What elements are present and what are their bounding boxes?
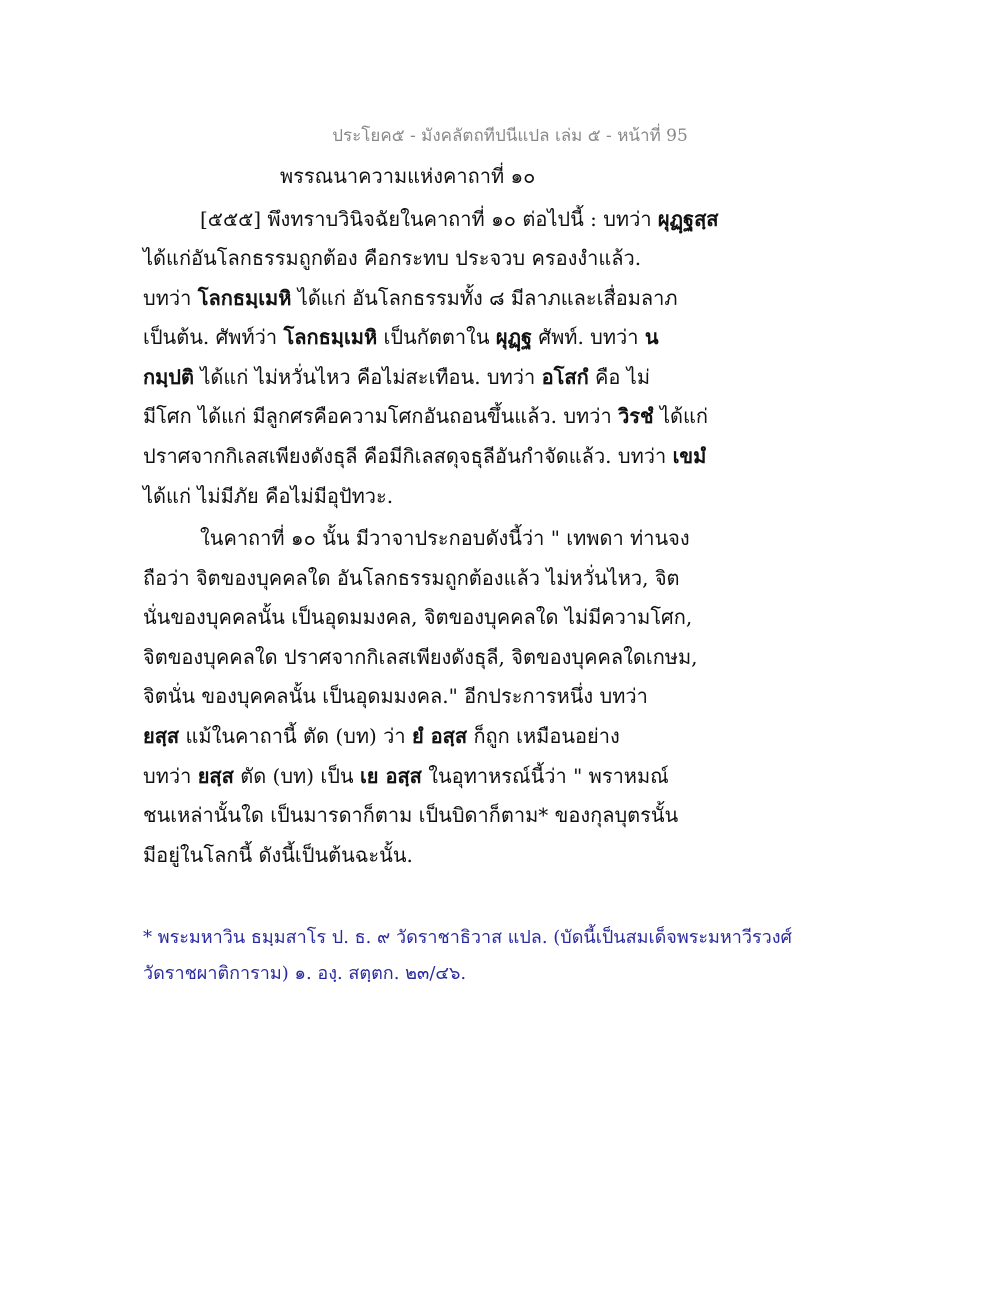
para1-line-6: มีโศก ได้แก่ มีลูกศรคือความโศกอันถอนขึ้นแล้ว. บทว่า วิรชํ ได้แก่ [143,404,709,428]
para2-line-5: จิตนั่น ของบุคคลนั้น เป็นอุดมมงคล." อีกประการหนึ่ง บทว่า [143,684,648,708]
para1-line-5: กมฺปติ ได้แก่ ไม่หวั่นไหว คือไม่สะเทือน. บทว่า อโสกํ คือ ไม่ [143,365,651,389]
para2-line-1: ในคาถาที่ ๑๐ นั้น มีวาจาประกอบดังนี้ว่า " เทพดา ท่านจง [200,526,690,550]
para2-line-7: บทว่า ยสฺส ตัด (บท) เป็น เย อสฺส ในอุทาหรณ์นี้ว่า " พราหมณ์ [143,764,669,788]
para2-line-9: มีอยู่ในโลกนี้ ดังนี้เป็นต้นฉะนั้น. [143,843,413,867]
footnote-line-2: วัดราชผาติการาม) ๑. องฺ. สตฺตก. ๒๓/๔๖. [143,963,467,984]
para1-line-3: บทว่า โลกธมฺเมหิ ได้แก่ อันโลกธรรมทั้ง ๘ มีลาภและเสื่อมลาภ [143,286,678,310]
para2-line-8: ชนเหล่านั้นใด เป็นมารดาก็ตาม เป็นบิดาก็ตาม* ของกุลบุตรนั้น [143,803,679,827]
para1-line-4: เป็นต้น. ศัพท์ว่า โลกธมฺเมหิ เป็นกัตตาใน ผุฏฺฐ ศัพท์. บทว่า น [143,325,659,349]
para2-line-2: ถือว่า จิตของบุคคลใด อันโลกธรรมถูกต้องแล้ว ไม่หวั่นไหว, จิต [143,566,680,590]
para2-line-4: จิตของบุคคลใด ปราศจากกิเลสเพียงดังธุลี, จิตของบุคคลใดเกษม, [143,645,698,669]
para2-line-6: ยสฺส แม้ในคาถานี้ ตัด (บท) ว่า ยํ อสฺส ก็ถูก เหมือนอย่าง [143,724,620,748]
para2-line-3: นั่นของบุคคลนั้น เป็นอุดมมงคล, จิตของบุคคลใด ไม่มีความโศก, [143,605,693,629]
para1-line-1: [๕๕๕] พึงทราบวินิจฉัยในคาถาที่ ๑๐ ต่อไปนี้ : บทว่า ผุฏฺฐสฺส [200,207,719,231]
para1-line-8: ได้แก่ ไม่มีภัย คือไม่มีอุปัทวะ. [143,484,394,508]
footnote-line-1: * พระมหาวิน ธมฺมสาโร ป. ธ. ๙ วัดราชาธิวาส แปล. (บัดนี้เป็นสมเด็จพระมหาวีรวงศ์ [143,927,792,948]
section-title: พรรณนาความแห่งคาถาที่ ๑๐ [280,164,536,188]
para1-line-2: ได้แก่อันโลกธรรมถูกต้อง คือกระทบ ประจวบ ครองงำแล้ว. [143,246,642,270]
para1-line-7: ปราศจากกิเลสเพียงดังธุลี คือมีกิเลสดุจธุลีอันกำจัดแล้ว. บทว่า เขมํ [143,444,707,468]
page-header: ประโยค๕ - มังคลัตถทีปนีแปล เล่ม ๕ - หน้าที่ 95 [332,126,688,146]
